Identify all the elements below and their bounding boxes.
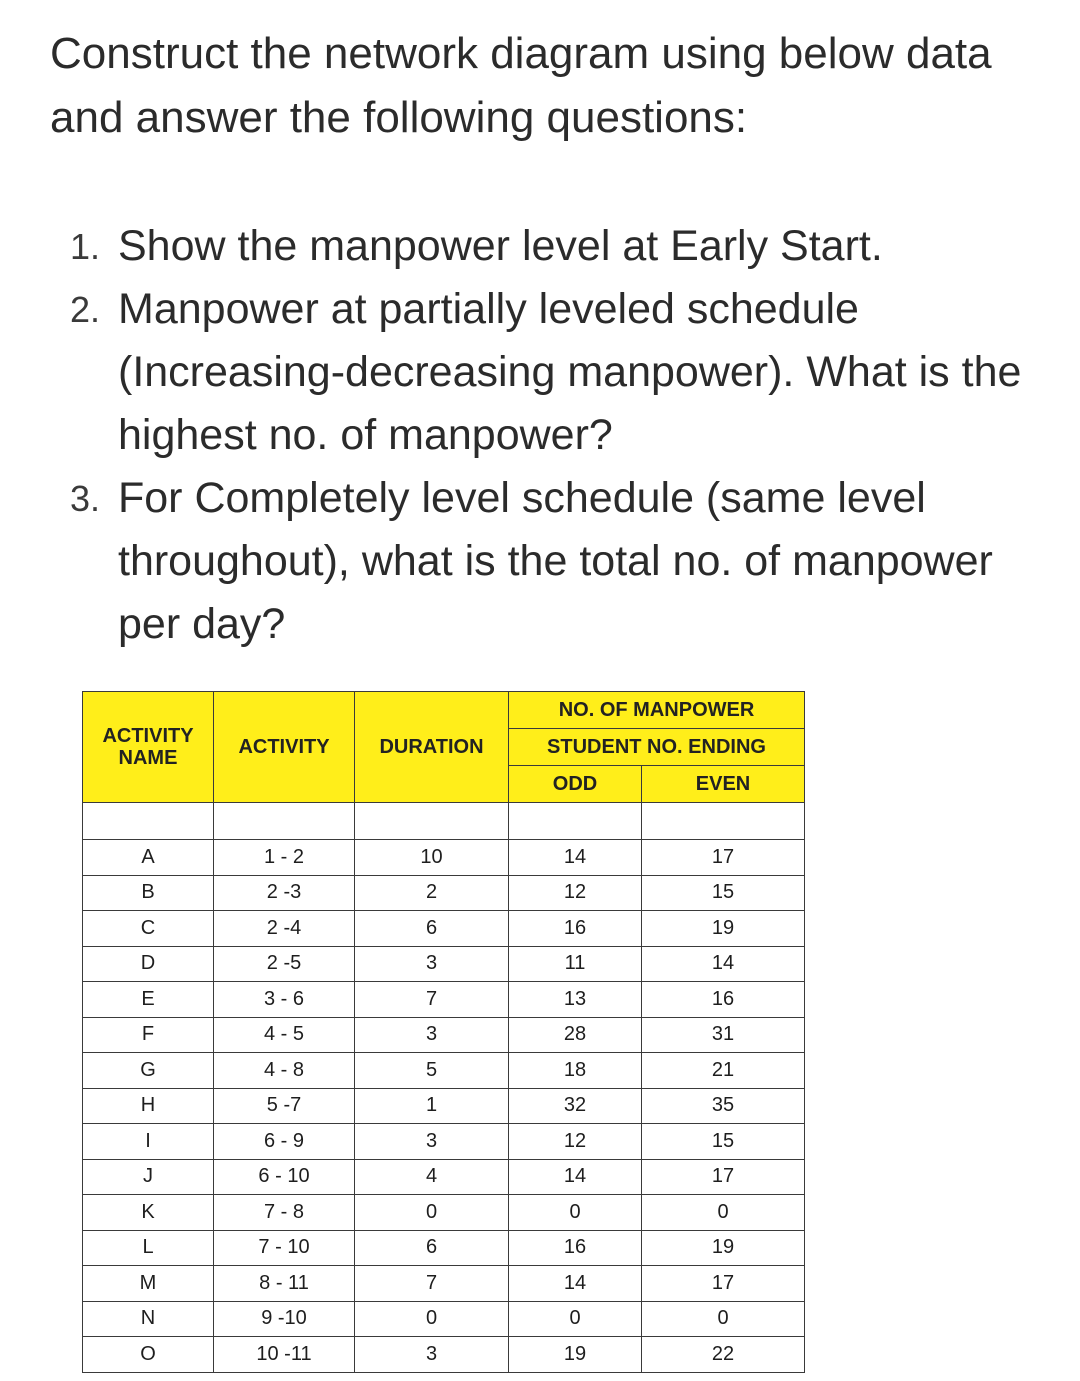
activity-cell: 2 -4 <box>214 911 355 947</box>
empty-cell <box>355 803 509 840</box>
duration-cell: 0 <box>355 1195 509 1231</box>
activity-cell: 4 - 5 <box>214 1017 355 1053</box>
activity-name-cell: C <box>83 911 214 947</box>
activity-name-cell: G <box>83 1053 214 1089</box>
odd-manpower-cell: 16 <box>509 911 642 947</box>
activity-name-cell: K <box>83 1195 214 1231</box>
activity-name-cell: M <box>83 1266 214 1302</box>
even-manpower-cell: 19 <box>642 911 805 947</box>
table-row <box>83 1159 805 1195</box>
even-manpower-cell: 0 <box>642 1195 805 1231</box>
header-activity-name: ACTIVITY NAME <box>83 692 214 803</box>
activity-cell: 8 - 11 <box>214 1266 355 1302</box>
question-item <box>70 278 1030 467</box>
duration-cell: 6 <box>355 1230 509 1266</box>
odd-manpower-cell: 0 <box>509 1301 642 1337</box>
table-row <box>83 1195 805 1231</box>
duration-cell: 3 <box>355 1124 509 1160</box>
activity-cell: 10 -11 <box>214 1337 355 1373</box>
even-manpower-cell: 22 <box>642 1337 805 1373</box>
activity-name-cell: H <box>83 1088 214 1124</box>
duration-cell: 7 <box>355 1266 509 1302</box>
question-text: For Completely level schedule (same level throughout), what is the total no. of manpower per day? <box>118 474 993 648</box>
odd-manpower-cell: 13 <box>509 982 642 1018</box>
duration-cell: 3 <box>355 1337 509 1373</box>
even-manpower-cell: 14 <box>642 946 805 982</box>
table-row <box>83 875 805 911</box>
duration-cell: 5 <box>355 1053 509 1089</box>
question-list <box>70 215 1030 656</box>
odd-manpower-cell: 14 <box>509 1159 642 1195</box>
table-row <box>83 1124 805 1160</box>
odd-manpower-cell: 28 <box>509 1017 642 1053</box>
table-row <box>83 982 805 1018</box>
duration-cell: 3 <box>355 946 509 982</box>
table-row <box>83 1266 805 1302</box>
odd-manpower-cell: 14 <box>509 1266 642 1302</box>
activity-name-cell: I <box>83 1124 214 1160</box>
table-row <box>83 1088 805 1124</box>
even-manpower-cell: 16 <box>642 982 805 1018</box>
odd-manpower-cell: 16 <box>509 1230 642 1266</box>
activity-cell: 6 - 10 <box>214 1159 355 1195</box>
activity-name-cell: J <box>83 1159 214 1195</box>
duration-cell: 1 <box>355 1088 509 1124</box>
duration-cell: 7 <box>355 982 509 1018</box>
question-text: Manpower at partially leveled schedule (Increasing-decreasing manpower). What is the highest no. of manpower? <box>118 285 1022 459</box>
header-student-no-ending: STUDENT NO. ENDING <box>509 729 805 766</box>
even-manpower-cell: 31 <box>642 1017 805 1053</box>
table-spacer-row <box>83 803 805 840</box>
table-body <box>83 803 805 1373</box>
even-manpower-cell: 19 <box>642 1230 805 1266</box>
even-manpower-cell: 0 <box>642 1301 805 1337</box>
question-number: 3. <box>70 478 101 519</box>
empty-cell <box>642 803 805 840</box>
activity-table-container <box>82 691 804 1373</box>
question-item <box>70 215 1030 278</box>
header-manpower: NO. OF MANPOWER <box>509 692 805 729</box>
activity-cell: 1 - 2 <box>214 840 355 876</box>
odd-manpower-cell: 18 <box>509 1053 642 1089</box>
activity-name-cell: A <box>83 840 214 876</box>
odd-manpower-cell: 19 <box>509 1337 642 1373</box>
activity-name-cell: N <box>83 1301 214 1337</box>
even-manpower-cell: 15 <box>642 875 805 911</box>
duration-cell: 4 <box>355 1159 509 1195</box>
activity-name-cell: O <box>83 1337 214 1373</box>
question-item <box>70 467 1030 656</box>
duration-cell: 6 <box>355 911 509 947</box>
question-number: 2. <box>70 289 101 330</box>
activity-name-cell: F <box>83 1017 214 1053</box>
activity-cell: 3 - 6 <box>214 982 355 1018</box>
activity-name-cell: D <box>83 946 214 982</box>
header-even: EVEN <box>642 766 805 803</box>
header-odd: ODD <box>509 766 642 803</box>
activity-name-cell: L <box>83 1230 214 1266</box>
odd-manpower-cell: 12 <box>509 1124 642 1160</box>
empty-cell <box>509 803 642 840</box>
header-activity: ACTIVITY <box>214 692 355 803</box>
activity-cell: 6 - 9 <box>214 1124 355 1160</box>
table-row <box>83 840 805 876</box>
table-row <box>83 911 805 947</box>
table-row <box>83 1301 805 1337</box>
even-manpower-cell: 15 <box>642 1124 805 1160</box>
even-manpower-cell: 35 <box>642 1088 805 1124</box>
question-text: Show the manpower level at Early Start. <box>118 222 883 270</box>
activity-cell: 5 -7 <box>214 1088 355 1124</box>
activity-cell: 2 -3 <box>214 875 355 911</box>
odd-manpower-cell: 12 <box>509 875 642 911</box>
duration-cell: 10 <box>355 840 509 876</box>
activity-name-cell: B <box>83 875 214 911</box>
duration-cell: 2 <box>355 875 509 911</box>
activity-cell: 7 - 10 <box>214 1230 355 1266</box>
empty-cell <box>214 803 355 840</box>
activity-cell: 2 -5 <box>214 946 355 982</box>
activity-table <box>82 691 805 1373</box>
table-row <box>83 946 805 982</box>
even-manpower-cell: 17 <box>642 840 805 876</box>
empty-cell <box>83 803 214 840</box>
table-row <box>83 1017 805 1053</box>
header-duration: DURATION <box>355 692 509 803</box>
odd-manpower-cell: 32 <box>509 1088 642 1124</box>
table-row <box>83 1230 805 1266</box>
activity-cell: 4 - 8 <box>214 1053 355 1089</box>
table-row <box>83 1337 805 1373</box>
odd-manpower-cell: 11 <box>509 946 642 982</box>
question-number: 1. <box>70 226 101 267</box>
even-manpower-cell: 17 <box>642 1159 805 1195</box>
duration-cell: 3 <box>355 1017 509 1053</box>
even-manpower-cell: 17 <box>642 1266 805 1302</box>
odd-manpower-cell: 0 <box>509 1195 642 1231</box>
activity-cell: 7 - 8 <box>214 1195 355 1231</box>
even-manpower-cell: 21 <box>642 1053 805 1089</box>
activity-cell: 9 -10 <box>214 1301 355 1337</box>
duration-cell: 0 <box>355 1301 509 1337</box>
activity-name-cell: E <box>83 982 214 1018</box>
heading: Construct the network diagram using below data and answer the following questions: <box>50 29 992 142</box>
odd-manpower-cell: 14 <box>509 840 642 876</box>
table-row <box>83 1053 805 1089</box>
